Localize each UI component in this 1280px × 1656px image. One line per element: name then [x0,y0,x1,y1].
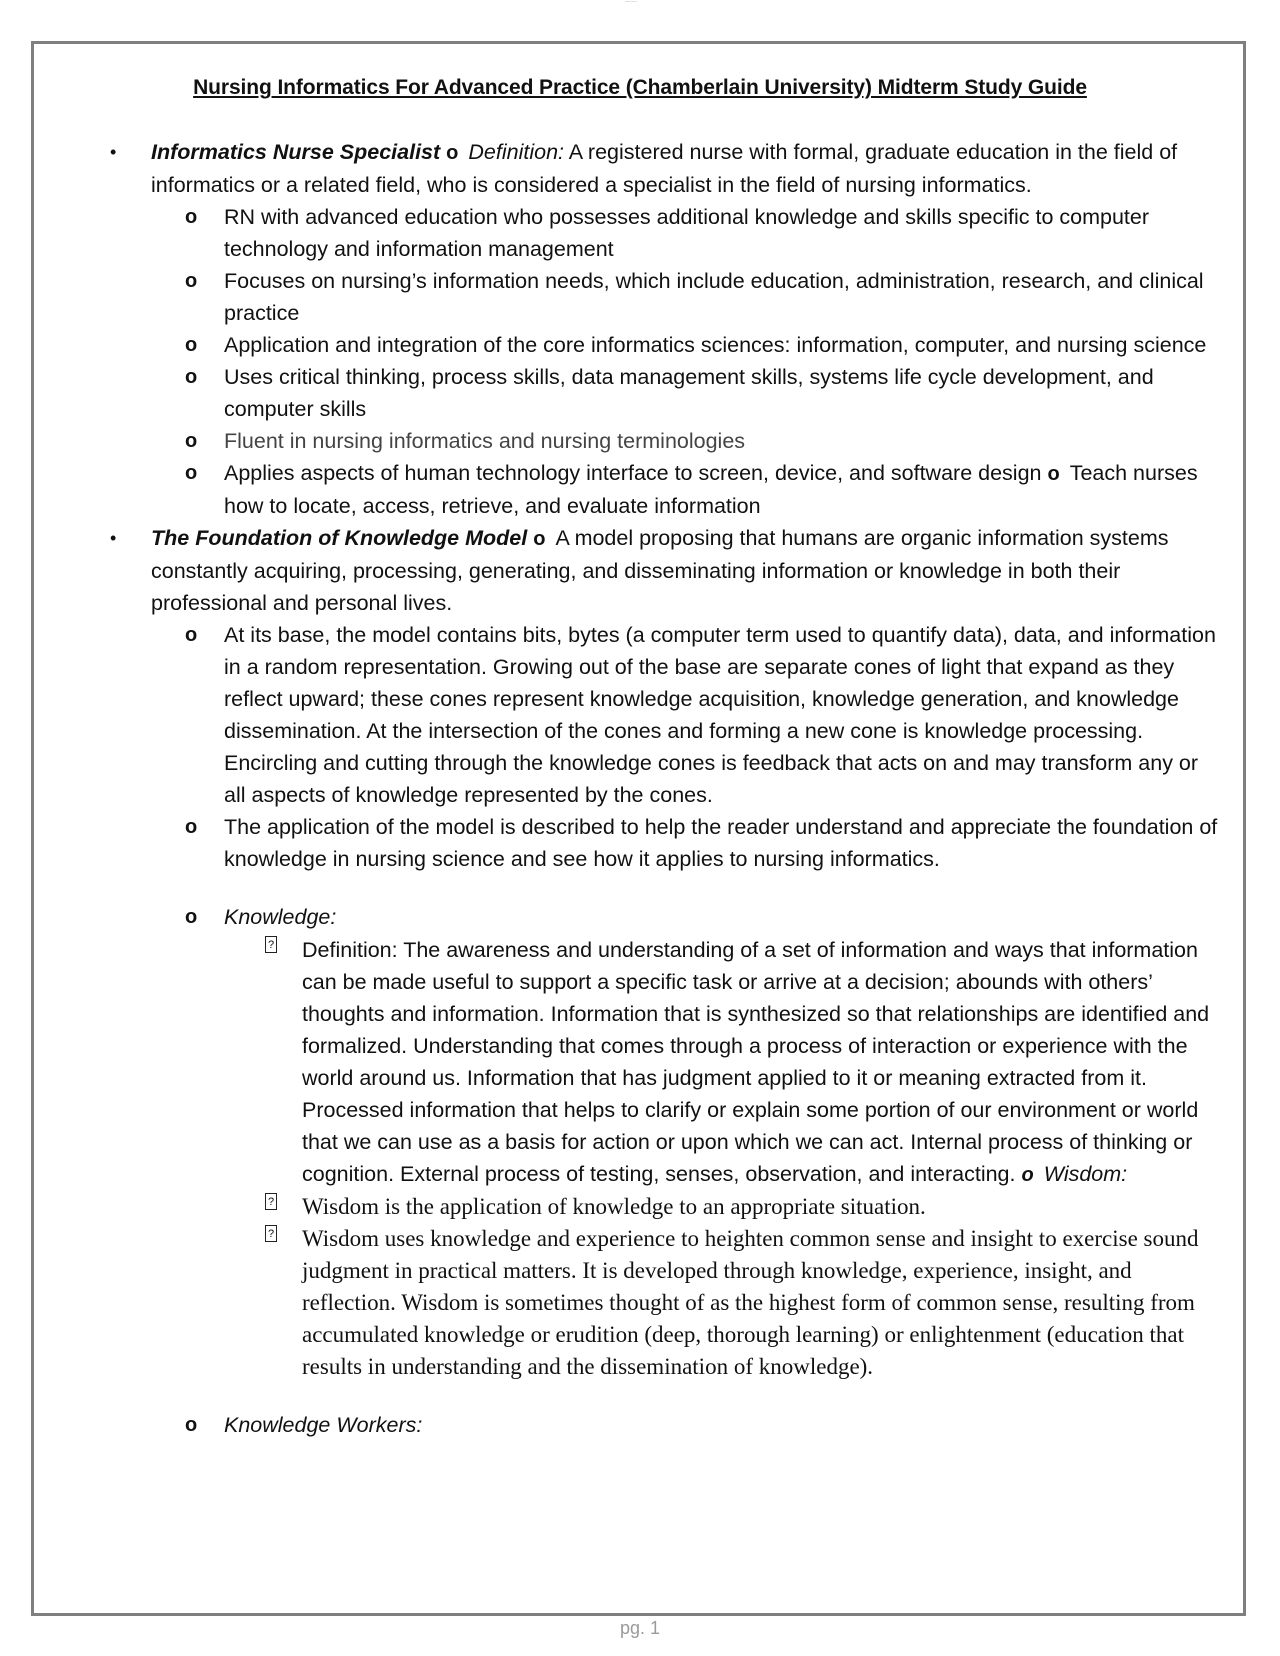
spacer [110,875,1220,901]
list-item-text: Applies aspects of human technology interface to screen, device, and software design [224,461,1042,485]
list-item-text: Focuses on nursing’s information needs, which include education, administration, research, and clinical practice [224,269,1204,325]
wisdom-label: Wisdom: [1043,1162,1128,1186]
document-title: Nursing Informatics For Advanced Practice (Chamberlain University) Midterm Study Guide [193,76,1087,99]
list-item-text: Fluent in nursing informatics and nursing terminologies [224,429,746,453]
knowledge-definition-text: Definition: The awareness and understanding of a set of information and ways that information can be made useful to support a specific task or arrive at a decision; abounds with others’ thoughts and information. Information that is synthesized so that relationships are identified and formalized. Understanding that comes through a process of interaction or experience with the world around us. Information that has judgment applied to it or meaning extracted from it. Processed information that helps to clarify or explain some portion of our environment or world that we can use as a basis for action or upon which we can act. Internal process of thinking or cognition. External process of testing, senses, observation, and interacting. [302,938,1210,1186]
section-heading: Informatics Nurse Specialist [151,140,441,164]
list-item-text: Application and integration of the core informatics sciences: information, computer, and nursing science [224,333,1207,357]
list-item [110,265,1220,329]
circle-bullet-icon: o [446,142,459,164]
section-heading: The Foundation of Knowledge Model [151,526,528,550]
sublist-item [110,1191,1220,1223]
definition-label: Definition: [468,140,564,164]
header-mark: —— [625,0,637,5]
list-item [110,619,1220,811]
circle-bullet-icon: o [185,270,198,292]
section-intro-text: A model proposing that humans are organic information systems constantly acquiring, processing, generating, and disseminating information or knowledge in both their professional and personal lives. [151,526,1169,615]
disc-bullet-icon: • [110,528,117,548]
list-item-knowledge-workers [110,1409,1220,1441]
missing-glyph-box-icon: ? [265,936,277,953]
wisdom-item-text: Wisdom uses knowledge and experience to heighten common sense and insight to exercise sound judgment in practical matters. It is developed through knowledge, experience, insight, and reflection. Wisdom is sometimes thought of as the highest form of common sense, resulting from accumulated knowledge or erudition (deep, thorough learning) or enlightenment (education that results in understanding and the dissemination of knowledge). [302,1226,1199,1379]
document-body [110,136,1220,1441]
circle-bullet-icon: o [185,206,198,228]
list-item-text: Teach nurses how to locate, access, retrieve, and evaluate information [224,461,1198,518]
section-informatics-nurse-specialist [110,136,1220,201]
definition-text: A registered nurse with formal, graduate education in the field of informatics or a related field, who is considered a specialist in the field of nursing informatics. [151,140,1178,197]
missing-glyph-box-icon: ? [265,1225,277,1242]
knowledge-workers-label: Knowledge Workers: [224,1413,423,1437]
missing-glyph-box-icon: ? [265,1193,277,1210]
disc-bullet-icon: • [110,142,117,162]
list-item-text: At its base, the model contains bits, bytes (a computer term used to quantify data), data, and information in a random representation. Growing out of the base are separate cones of light that expand as they reflect upward; these cones represent knowledge acquisition, knowledge generation, and knowledge dissemination. At the intersection of the cones and forming a new cone is knowledge processing. Encircling and cutting through the knowledge cones is feedback that acts on and may transform any or all aspects of knowledge represented by the cones. [224,623,1216,807]
list-item [110,201,1220,265]
list-item [110,457,1220,522]
list-item-text: Uses critical thinking, process skills, data management skills, systems life cycle development, and computer skills [224,365,1154,421]
wisdom-item-text: Wisdom is the application of knowledge to an appropriate situation. [302,1194,926,1219]
circle-bullet-icon: o [185,334,198,356]
circle-bullet-icon: o [185,462,198,484]
list-item-text: RN with advanced education who possesses additional knowledge and skills specific to computer technology and information management [224,205,1150,261]
circle-bullet-icon: o [185,1414,198,1436]
list-item [110,425,1220,457]
sublist-item [110,1223,1220,1383]
circle-bullet-icon: o [185,430,198,452]
circle-bullet-icon: o [1021,1164,1034,1186]
circle-bullet-icon: o [185,366,198,388]
list-item [110,811,1220,875]
spacer [110,1383,1220,1409]
list-item-knowledge [110,901,1220,933]
list-item-text: The application of the model is described to help the reader understand and appreciate the foundation of knowledge in nursing science and see how it applies to nursing informatics. [224,815,1218,871]
sublist-item [110,934,1220,1191]
circle-bullet-icon: o [533,528,546,550]
circle-bullet-icon: o [185,816,198,838]
list-item [110,361,1220,425]
circle-bullet-icon: o [1047,463,1060,485]
list-item [110,329,1220,361]
circle-bullet-icon: o [185,906,198,928]
section-foundation-of-knowledge-model [110,522,1220,619]
circle-bullet-icon: o [185,624,198,646]
knowledge-label: Knowledge: [224,905,337,929]
page-number: pg. 1 [619,1618,661,1638]
